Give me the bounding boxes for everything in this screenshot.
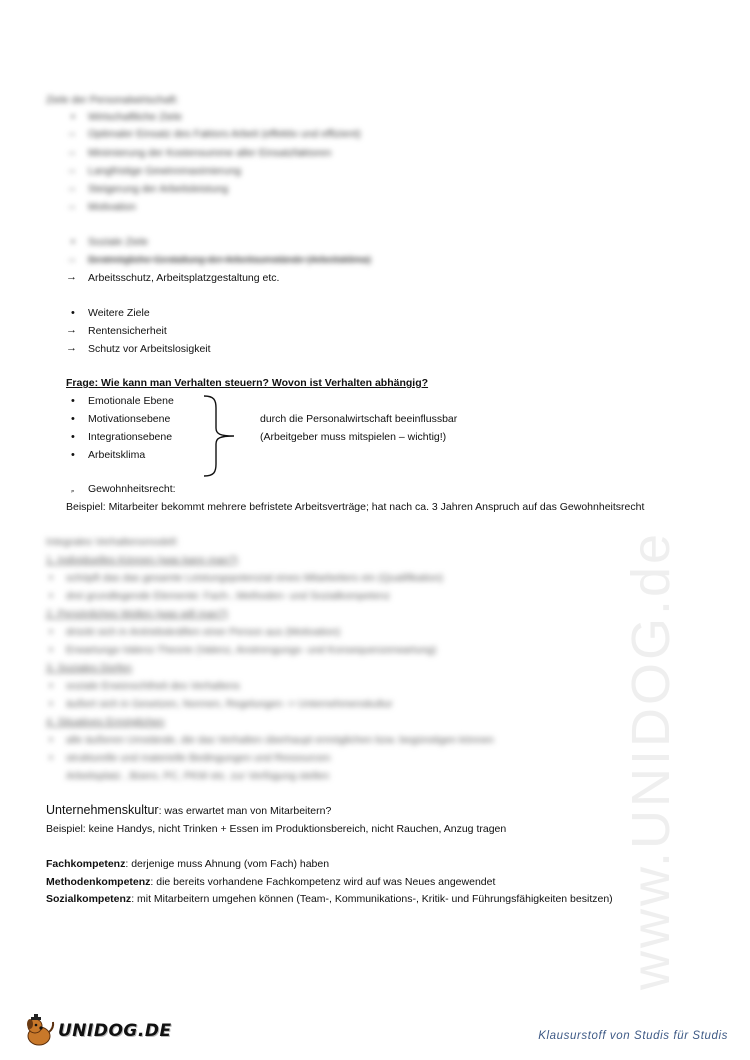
competence-text: : derjenige muss Ahnung (vom Fach) haben: [125, 858, 330, 870]
blurred-item: Langfristige Gewinnmaximierung: [88, 165, 241, 177]
level-item: • Motivationsebene: [88, 412, 170, 426]
brace-note-2: (Arbeitgeber muss mitspielen – wichtig!): [260, 431, 447, 443]
competence-term: Methodenkompetenz: [46, 876, 151, 888]
culture-title-rest: : was erwartet man von Mitarbeitern?: [158, 805, 332, 817]
arrow-icon: →: [66, 342, 77, 354]
further-item: Rentensicherheit: [88, 325, 167, 337]
section2-title: Integrales Verhaltensmodell:: [46, 536, 179, 548]
footer-tagline: Klausurstoff von Studis für Studis: [538, 1030, 728, 1042]
model-line: • äußert sich in Gesetzen, Normen, Regelungen -> Unternehmenskultur: [66, 697, 393, 711]
social-visible: Arbeitsschutz, Arbeitsplatzgestaltung etc.: [88, 272, 280, 284]
model-line: • Erwartungs-Valenz-Theorie (Valenz, Anstrengungs- und Konsequenzerwartung): [66, 643, 436, 657]
unidog-logo: [22, 1014, 172, 1048]
model-heading: 3. Soziales Dürfen: [46, 662, 132, 674]
blurred-item: • Wirtschaftliche Ziele: [88, 110, 182, 124]
level-item: • Arbeitsklima: [88, 448, 145, 462]
blurred-item: Minimierung der Kostensumme aller Einsatzfaktoren: [88, 147, 332, 159]
arrow-icon: →: [66, 164, 77, 176]
arrow-icon: →: [66, 271, 77, 283]
dog-mascot-icon: [22, 1014, 56, 1048]
competence-text: : mit Mitarbeitern umgehen können (Team-, Kommunikations-, Kritik- und Führungsfähigkeiten besitzen): [131, 893, 613, 905]
culture-heading: [46, 803, 331, 818]
social-goals: • Soziale Ziele: [88, 235, 148, 249]
custom-law-example: Beispiel: Mitarbeiter bekommt mehrere befristete Arbeitsverträge; hat nach ca. 3 Jahren Anspruch auf das Gewohnheitsrecht: [66, 501, 645, 513]
brace-note-1: durch die Personalwirtschaft beeinflussbar: [260, 413, 458, 425]
arrow-icon: →: [66, 127, 77, 139]
competence-fach: [46, 857, 329, 871]
competence-sozial: [46, 892, 613, 906]
section1-title: Ziele der Personalwirtschaft:: [46, 94, 179, 106]
question-title: Frage: Wie kann man Verhalten steuern? Wovon ist Verhalten abhängig?: [66, 377, 429, 389]
arrow-icon: →: [66, 253, 77, 265]
model-line: • drei grundlegende Elemente: Fach-, Methoden- und Sozialkompetenz: [66, 589, 390, 603]
arrow-icon: →: [66, 324, 77, 336]
arrow-icon: →: [66, 146, 77, 158]
culture-example: Beispiel: keine Handys, nicht Trinken + Essen im Produktionsbereich, nicht Rauchen, Anzug tragen: [46, 823, 507, 835]
model-line: • drückt sich in Antriebskräften einer Person aus (Motivation): [66, 625, 340, 639]
arrow-icon: →: [66, 200, 77, 212]
competence-term: Sozialkompetenz: [46, 893, 132, 905]
model-line: Arbeitsplatz , Büero, PC, PKW etc. zur Verfügung stellen: [66, 770, 330, 782]
blurred-item: Steigerung der Arbeitsleistung: [88, 183, 229, 195]
social-strike: Bestmögliche Gestaltung der Arbeitsumstände (Arbeitsklima): [88, 254, 372, 266]
blurred-item: Motivation: [88, 201, 136, 213]
level-item: • Emotionale Ebene: [88, 394, 174, 408]
arrow-icon: →: [66, 182, 77, 194]
competence-term: Fachkompetenz: [46, 858, 126, 870]
custom-law-title: Gewohnheitsrecht:: [88, 483, 176, 495]
culture-title: Unternehmenskultur: [46, 803, 159, 817]
model-line: • alle äußeren Umstände, die das Verhalten überhaupt ermöglichen bzw. begünstigen können: [66, 733, 494, 747]
model-line: • soziale Erwünschtheit des Verhaltens: [66, 679, 240, 693]
model-heading: 4. Situatives Ermöglichen: [46, 716, 165, 728]
logo-text: UNIDOG.DE: [58, 1021, 172, 1041]
model-heading: 2. Persönliches Wollen (was will man?): [46, 608, 228, 620]
further-goals: • Weitere Ziele: [88, 306, 150, 320]
model-line: • strukturelle und materielle Bedingungen und Ressourcen: [66, 751, 330, 765]
model-heading: 1. Individuelles Können (was kann man?): [46, 554, 239, 566]
competence-text: : die bereits vorhandene Fachkompetenz wird auf was Neues angewendet: [150, 876, 496, 888]
competence-methoden: [46, 875, 495, 889]
further-item: Schutz vor Arbeitslosigkeit: [88, 343, 211, 355]
watermark-text: www.UNIDOG.de: [621, 530, 681, 990]
blurred-item: Optimaler Einsatz des Faktors Arbeit (effektiv und effizient): [88, 128, 361, 140]
curly-brace-icon: [200, 394, 240, 478]
level-item: • Integrationsebene: [88, 430, 172, 444]
model-line: • schöpft das das gesamte Leistungspotenzial eines Mitarbeiters ein (Qualifikation): [66, 571, 443, 585]
